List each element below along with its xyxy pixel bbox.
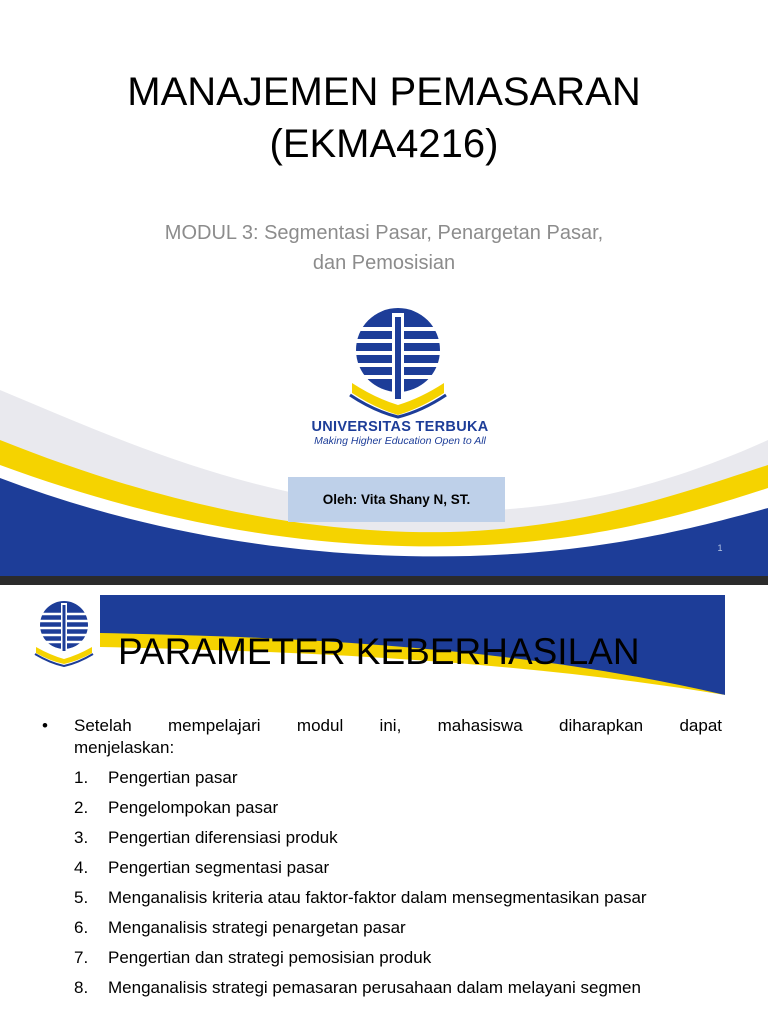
universitas-terbuka-logo-small [30, 597, 100, 667]
item-text: Menganalisis kriteria atau faktor-faktor dalam mensegmentasikan pasar [108, 888, 647, 907]
list-item [42, 827, 722, 849]
slide-subtitle [100, 218, 668, 278]
list-item [42, 887, 722, 909]
list-item [42, 977, 722, 999]
intro-bullet-row [42, 715, 722, 737]
item-text: Pengertian dan strategi pemosisian produk [108, 948, 432, 967]
bullet-icon: • [42, 716, 48, 735]
item-text: Menganalisis strategi penargetan pasar [108, 918, 406, 937]
list-item [42, 947, 722, 969]
item-number: 8. [74, 978, 89, 997]
slide-title [0, 66, 768, 170]
subtitle-line-2: dan Pemosisian [312, 252, 456, 274]
title-line-1: MANAJEMEN PEMASARAN [127, 70, 641, 114]
list-item [42, 797, 722, 819]
logo-name: UNIVERSITAS TERBUKA [311, 419, 489, 435]
item-text: Pengertian segmentasi pasar [108, 858, 330, 877]
intro-line-1: Setelah mempelajari modul ini, mahasiswa diharapkan dapat [74, 716, 722, 735]
item-number: 6. [74, 918, 89, 937]
item-number: 7. [74, 948, 89, 967]
list-item [42, 857, 722, 879]
item-text: Menganalisis strategi pemasaran perusahaan dalam melayani segmen [108, 978, 641, 997]
list-item [42, 917, 722, 939]
item-number: 5. [74, 888, 89, 907]
author-box: Oleh: Vita Shany N, ST. [288, 477, 505, 522]
item-text: Pengertian diferensiasi produk [108, 828, 338, 847]
intro-line-2: menjelaskan: [74, 738, 175, 757]
objectives-list [42, 767, 722, 999]
slide-content [42, 715, 722, 1007]
item-number: 3. [74, 828, 89, 847]
item-text: Pengertian pasar [108, 768, 238, 787]
list-item [42, 767, 722, 789]
title-line-2: (EKMA4216) [269, 122, 499, 166]
item-text: Pengelompokan pasar [108, 798, 279, 817]
subtitle-line-1: MODUL 3: Segmentasi Pasar, Penargetan Pasar, [164, 222, 604, 244]
logo-tagline: Making Higher Education Open to All [314, 435, 486, 447]
item-number: 1. [74, 768, 89, 787]
item-number: 4. [74, 858, 89, 877]
content-slide [0, 585, 768, 1024]
page-number: 1 [717, 543, 723, 553]
slide-title: PARAMETER KEBERHASILAN [118, 631, 640, 672]
item-number: 2. [74, 798, 89, 817]
